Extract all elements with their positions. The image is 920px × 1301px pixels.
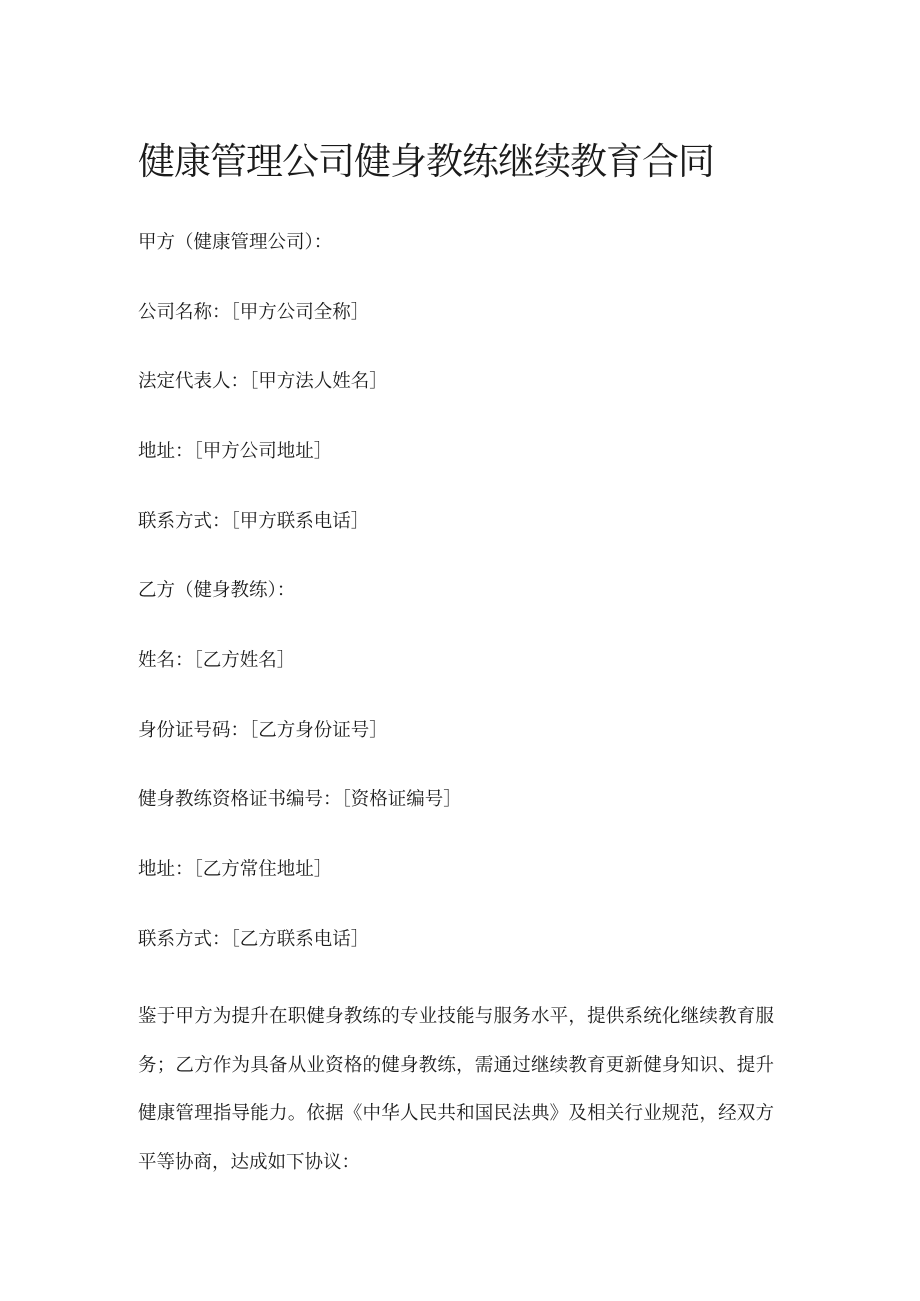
party-b-certificate: 健身教练资格证书编号：［资格证编号］ <box>138 789 462 810</box>
party-a-company-name: 公司名称：［甲方公司全称］ <box>138 302 370 323</box>
party-a-address: 地址：［甲方公司地址］ <box>138 441 333 462</box>
party-a-legal-rep: 法定代表人：［甲方法人姓名］ <box>138 371 388 392</box>
party-b-id-number: 身份证号码：［乙方身份证号］ <box>138 720 388 741</box>
party-a-contact: 联系方式：［甲方联系电话］ <box>138 511 370 532</box>
document-title: 健康管理公司健身教练继续教育合同 <box>138 140 714 183</box>
party-a-heading: 甲方（健康管理公司）： <box>138 232 333 253</box>
preamble-paragraph: 鉴于甲方为提升在职健身教练的专业技能与服务水平，提供系统化继续教育服务；乙方作为具备从业资格的健身教练，需通过继续教育更新健身知识、提升健康管理指导能力。依据《中华人民共和国民法典》及相关行业规范，经双方平等协商，达成如下协议： <box>138 1006 774 1173</box>
party-b-contact: 联系方式：［乙方联系电话］ <box>138 929 370 950</box>
party-b-address: 地址：［乙方常住地址］ <box>138 859 333 880</box>
party-b-name: 姓名：［乙方姓名］ <box>138 650 296 671</box>
party-b-heading: 乙方（健身教练）： <box>138 580 296 601</box>
